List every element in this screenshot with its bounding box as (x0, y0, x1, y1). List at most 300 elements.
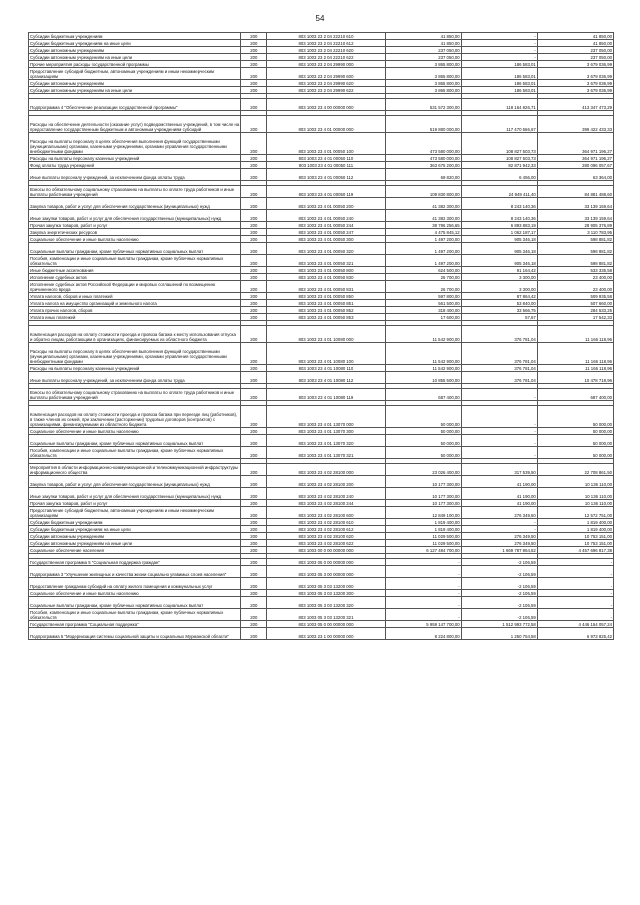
row-name: Социальное обеспечение и иные выплаты населению (29, 236, 241, 243)
row-executed-amount: - (461, 47, 537, 54)
row-executed-amount: 186 583,01 (461, 87, 537, 94)
row-remaining-amount: 84 881 488,60 (537, 186, 613, 198)
row-classification-code: 803 1003 23 4 01 00050 830 (267, 274, 385, 281)
table-row (29, 526, 614, 533)
row-code: 200 (241, 314, 267, 321)
row-executed-amount: - (461, 526, 537, 533)
row-approved-amount: 3 865 800,00 (385, 80, 461, 87)
table-row (29, 87, 614, 94)
row-code: 200 (241, 243, 267, 255)
table-row (29, 389, 614, 401)
row-name: Подпрограмма 5 "Модернизация системы социальной защиты и социальных Мурманской области" (29, 628, 241, 640)
row-remaining-amount: 10 136 110,00 (537, 500, 613, 507)
row-remaining-amount: 10 753 151,00 (537, 540, 613, 547)
row-remaining-amount: 4 446 154 057,24 (537, 621, 613, 628)
row-remaining-amount: 237 050,00 (537, 47, 613, 54)
row-code: 200 (241, 80, 267, 87)
table-row (29, 590, 614, 597)
row-approved-amount: 237 050,00 (385, 54, 461, 61)
table-row (29, 533, 614, 540)
row-code: 200 (241, 533, 267, 540)
row-approved-amount: 11 542 900,00 (385, 343, 461, 365)
row-executed-amount: 33 566,75 (461, 307, 537, 314)
row-remaining-amount: 10 478 718,96 (537, 372, 613, 384)
row-remaining-amount: - (537, 590, 613, 597)
row-classification-code: 803 1003 23 2 04 29990 620 (267, 80, 385, 87)
row-code: 200 (241, 447, 267, 459)
row-code: 200 (241, 307, 267, 314)
row-classification-code: 803 1003 23 4 01 00050 851 (267, 300, 385, 307)
row-approved-amount: 4 475 845,12 (385, 229, 461, 236)
row-remaining-amount: 10 753 151,00 (537, 533, 613, 540)
row-code: 200 (241, 326, 267, 343)
row-code: 200 (241, 274, 267, 281)
row-classification-code: 803 1003 05 3 03 13200 000 (267, 578, 385, 590)
row-approved-amount: 10 177 300,00 (385, 476, 461, 488)
page-number: 54 (315, 14, 325, 23)
row-approved-amount: 318 400,00 (385, 307, 461, 314)
row-executed-amount: 1 062 187,17 (461, 229, 537, 236)
row-code: 200 (241, 169, 267, 181)
row-remaining-amount: 50 000,00 (537, 428, 613, 435)
row-code: 200 (241, 519, 267, 526)
table-row (29, 293, 614, 300)
row-name: Субсидии бюджетным учреждениям (29, 33, 241, 40)
row-approved-amount: 11 542 900,00 (385, 365, 461, 372)
row-approved-amount: 531 572 300,00 (385, 99, 461, 111)
row-remaining-amount: 598 881,82 (537, 236, 613, 243)
row-classification-code: 803 1003 23 2 04 29990 000 (267, 61, 385, 68)
row-executed-amount: 1 250 754,58 (461, 628, 537, 640)
row-executed-amount: 91 164,42 (461, 267, 537, 274)
table-row (29, 597, 614, 609)
row-approved-amount: 687 400,00 (385, 389, 461, 401)
row-executed-amount: -2 106,59 (461, 590, 537, 597)
row-remaining-amount: - (537, 597, 613, 609)
row-code: 200 (241, 343, 267, 365)
row-approved-amount: 237 050,00 (385, 47, 461, 54)
row-name: Исполнение судебных актов (29, 274, 241, 281)
row-name: Закупка товаров, работ и услуг для обеспечения государственных (муниципальных) нужд (29, 198, 241, 210)
row-classification-code: 803 1003 23 4 01 10080 112 (267, 372, 385, 384)
row-executed-amount: 57,67 (461, 314, 537, 321)
row-code: 200 (241, 500, 267, 507)
row-name: Пособия, компенсации и иные социальные выплаты гражданам, кроме публичных нормативных обязательств (29, 447, 241, 459)
row-code: 200 (241, 609, 267, 621)
table-row (29, 162, 614, 169)
table-row (29, 507, 614, 519)
row-code: 200 (241, 47, 267, 54)
row-code: 200 (241, 428, 267, 435)
row-remaining-amount: 10 136 110,00 (537, 476, 613, 488)
row-name: Иные закупки товаров, работ и услуг для обеспечения государственных (муниципальных) нужд (29, 210, 241, 222)
row-remaining-amount: 364 971 196,27 (537, 133, 613, 155)
row-name: Субсидии бюджетным учреждениям на иные цели (29, 40, 241, 47)
row-classification-code: 803 1003 23 4 01 10080 000 (267, 326, 385, 343)
row-approved-amount: 26 700,00 (385, 274, 461, 281)
row-executed-amount: 118 164 826,71 (461, 99, 537, 111)
row-classification-code: 803 1003 23 4 01 13070 320 (267, 435, 385, 447)
row-name: Расходы на выплаты персоналу казенных учреждений (29, 365, 241, 372)
row-classification-code: 803 1003 23 4 01 00050 852 (267, 307, 385, 314)
row-classification-code: 803 1003 23 2 04 22210 622 (267, 54, 385, 61)
row-classification-code: 803 1003 23 4 01 10080 100 (267, 343, 385, 365)
row-executed-amount: 186 583,01 (461, 68, 537, 80)
row-classification-code: 803 1003 05 3 03 13200 321 (267, 609, 385, 621)
row-classification-code: 803 1003 23 4 02 28100 240 (267, 488, 385, 500)
row-approved-amount: 38 786 256,65 (385, 222, 461, 229)
row-approved-amount: 69 820,00 (385, 169, 461, 181)
row-code: 200 (241, 406, 267, 428)
row-executed-amount: 117 470 566,67 (461, 116, 537, 133)
row-name: Компенсация расходов на оплату стоимости проезда и провоза багажа при переезде лиц (работников), в также членов их семей, при заключении (расторжении) трудовых договоров (контрактов) с организациями, финансируемыми из областного бюджета (29, 406, 241, 428)
row-name: Уплата налога на имущество организаций и земельного налога (29, 300, 241, 307)
row-executed-amount: 905 346,18 (461, 236, 537, 243)
row-name: Исполнение судебных актов Российской Федерации и мировых соглашений по возмещению причиненного вреда (29, 281, 241, 293)
row-remaining-amount: 687 400,00 (537, 389, 613, 401)
table-row (29, 222, 614, 229)
row-approved-amount: 23 026 400,00 (385, 464, 461, 476)
row-approved-amount: 473 580 000,00 (385, 133, 461, 155)
row-remaining-amount: 23 400,00 (537, 281, 613, 293)
row-code: 200 (241, 590, 267, 597)
row-code: 200 (241, 281, 267, 293)
row-classification-code: 803 1003 23 2 04 29990 622 (267, 87, 385, 94)
row-code: 200 (241, 68, 267, 80)
table-row (29, 406, 614, 428)
row-classification-code: 803 1003 23 4 01 00050 112 (267, 169, 385, 181)
table-row (29, 40, 614, 47)
table-row (29, 559, 614, 566)
row-executed-amount: 108 827 503,73 (461, 133, 537, 155)
row-name: Уплата налогов, сборов и иных платежей (29, 293, 241, 300)
table-row (29, 609, 614, 621)
row-code: 200 (241, 540, 267, 547)
row-code: 200 (241, 566, 267, 578)
row-executed-amount: - (461, 406, 537, 428)
row-remaining-amount: 28 905 376,89 (537, 222, 613, 229)
table-row (29, 133, 614, 155)
row-classification-code: 803 1003 23 4 01 00050 853 (267, 314, 385, 321)
row-executed-amount: 276 349,50 (461, 507, 537, 519)
row-name: Субсидии автономным учреждениям (29, 80, 241, 87)
row-name: Подпрограмма 4 "Обеспечение реализации государственной программы" (29, 99, 241, 111)
row-executed-amount: -2 106,59 (461, 578, 537, 590)
table-row (29, 186, 614, 198)
row-code: 200 (241, 526, 267, 533)
row-approved-amount: 473 580 000,00 (385, 155, 461, 162)
row-classification-code: 803 1003 23 4 01 00050 119 (267, 186, 385, 198)
table-row (29, 80, 614, 87)
row-classification-code: 803 1003 23 4 01 13070 000 (267, 406, 385, 428)
table-row (29, 210, 614, 222)
row-approved-amount: 11 542 900,00 (385, 326, 461, 343)
row-classification-code: 803 1003 23 4 01 00050 200 (267, 198, 385, 210)
row-approved-amount: 624 500,00 (385, 267, 461, 274)
table-row (29, 68, 614, 80)
row-name: Прочая закупка товаров, работ и услуг (29, 500, 241, 507)
row-name: Уплата прочих налогов, сборов (29, 307, 241, 314)
row-approved-amount: - (385, 578, 461, 590)
table-row (29, 476, 614, 488)
table-row (29, 169, 614, 181)
table-row (29, 326, 614, 343)
row-code: 200 (241, 621, 267, 628)
row-code: 200 (241, 222, 267, 229)
table-row (29, 274, 614, 281)
row-remaining-amount: 11 166 118,96 (537, 343, 613, 365)
row-name: Иные бюджетные ассигнования (29, 267, 241, 274)
row-approved-amount: 50 000,00 (385, 435, 461, 447)
row-name: Субсидии автономным учреждениям на иные цели (29, 540, 241, 547)
table-row (29, 61, 614, 68)
row-approved-amount: - (385, 609, 461, 621)
row-remaining-amount: 284 533,25 (537, 307, 613, 314)
row-remaining-amount: 3 110 783,95 (537, 229, 613, 236)
row-executed-amount: -2 106,59 (461, 566, 537, 578)
row-name: Закупка товаров, работ и услуг для обеспечения государственных (муниципальных) нужд (29, 476, 241, 488)
row-name: Прочая закупка товаров, работ и услуг (29, 222, 241, 229)
row-classification-code: 803 1003 23 2 04 22210 612 (267, 40, 385, 47)
row-executed-amount: - (461, 33, 537, 40)
row-code: 200 (241, 389, 267, 401)
row-approved-amount: 6 127 484 700,00 (385, 547, 461, 554)
row-executed-amount: 276 349,50 (461, 533, 537, 540)
row-remaining-amount: 1 819 400,00 (537, 526, 613, 533)
row-classification-code: 803 1003 23 4 02 28100 612 (267, 526, 385, 533)
table-row (29, 365, 614, 372)
row-approved-amount: 17 600,00 (385, 314, 461, 321)
row-approved-amount: 10 177 300,00 (385, 488, 461, 500)
row-classification-code: 803 1003 23 4 01 00050 244 (267, 222, 385, 229)
row-name: Субсидии автономным учреждениям (29, 533, 241, 540)
row-executed-amount: 186 583,01 (461, 80, 537, 87)
table-row (29, 47, 614, 54)
row-executed-amount: - (461, 435, 537, 447)
row-executed-amount: 24 949 411,40 (461, 186, 537, 198)
row-code: 200 (241, 229, 267, 236)
row-remaining-amount: 41 850,00 (537, 33, 613, 40)
row-classification-code: 803 1003 23 4 01 00050 850 (267, 293, 385, 300)
table-row (29, 500, 614, 507)
table-row (29, 281, 614, 293)
row-executed-amount: 376 781,04 (461, 365, 537, 372)
row-approved-amount: 26 700,00 (385, 281, 461, 293)
row-executed-amount: - (461, 519, 537, 526)
row-executed-amount: 87 864,42 (461, 293, 537, 300)
row-classification-code: 803 1003 23 4 02 28100 200 (267, 476, 385, 488)
row-code: 200 (241, 155, 267, 162)
row-executed-amount: - (461, 389, 537, 401)
row-classification-code: 803 1003 23 4 02 28100 600 (267, 507, 385, 519)
table-row (29, 464, 614, 476)
row-name: Иные выплаты персоналу учреждений, за исключением фонда оплаты труда (29, 169, 241, 181)
row-classification-code: 803 1003 23 2 04 22210 620 (267, 47, 385, 54)
row-code: 200 (241, 255, 267, 267)
row-name: Предоставление субсидий бюджетным, автономным учреждениям и иным некоммерческим организациям (29, 68, 241, 80)
row-remaining-amount: 598 881,82 (537, 243, 613, 255)
row-code: 200 (241, 162, 267, 169)
table-row (29, 243, 614, 255)
row-remaining-amount: 6 973 825,42 (537, 628, 613, 640)
row-remaining-amount: 10 136 110,00 (537, 488, 613, 500)
row-name: Социальное обеспечение населения (29, 547, 241, 554)
row-remaining-amount: 1 819 400,00 (537, 519, 613, 526)
row-executed-amount: - (461, 428, 537, 435)
row-remaining-amount: 50 000,00 (537, 447, 613, 459)
row-executed-amount: 376 781,04 (461, 372, 537, 384)
row-executed-amount: - (461, 40, 537, 47)
table-row (29, 54, 614, 61)
row-name: Расходы на выплаты персоналу в целях обеспечения выполнения функций государственными (муниципальными) органами, казенными учреждениями, органами управления государственными внебюджетными фондами (29, 133, 241, 155)
table-row (29, 540, 614, 547)
row-name: Социальное обеспечение и иные выплаты населению (29, 590, 241, 597)
row-name: Иные закупки товаров, работ и услуг для обеспечения государственных (муниципальных) нужд (29, 488, 241, 500)
row-executed-amount: 376 781,04 (461, 343, 537, 365)
row-approved-amount: 41 382 300,00 (385, 198, 461, 210)
row-classification-code: 803 1003 05 0 00 00000 000 (267, 621, 385, 628)
row-code: 200 (241, 198, 267, 210)
row-classification-code: 803 1003 23 1 00 00000 000 (267, 628, 385, 640)
row-remaining-amount: 280 096 057,67 (537, 162, 613, 169)
row-code: 200 (241, 293, 267, 300)
table-row (29, 435, 614, 447)
row-name: Расходы на выплаты персоналу казенных учреждений (29, 155, 241, 162)
row-code: 200 (241, 547, 267, 554)
table-row (29, 428, 614, 435)
row-approved-amount: 1 819 400,00 (385, 519, 461, 526)
row-approved-amount: 41 382 300,00 (385, 210, 461, 222)
row-name: Государственная программа "Социальная поддержка" (29, 621, 241, 628)
row-name: Мероприятия в области информационно-коммуникационной и телекоммуникационной инфраструктуры информационного общества (29, 464, 241, 476)
row-name: Компенсация расходов на оплату стоимости проезда и провоза багажа к месту использования отпуска и обратно лицам, работающим в организациях, финансируемых из областного бюджета (29, 326, 241, 343)
row-remaining-amount: 50 000,00 (537, 406, 613, 428)
row-approved-amount: 5 959 147 700,00 (385, 621, 461, 628)
row-approved-amount: 11 029 500,00 (385, 533, 461, 540)
row-remaining-amount: 11 166 118,96 (537, 365, 613, 372)
row-remaining-amount: 399 422 433,33 (537, 116, 613, 133)
row-approved-amount: 50 000,00 (385, 428, 461, 435)
row-remaining-amount: 33 139 159,64 (537, 210, 613, 222)
row-executed-amount: 41 190,00 (461, 476, 537, 488)
row-classification-code: 803 1003 23 4 01 13070 300 (267, 428, 385, 435)
row-executed-amount: 8 243 140,36 (461, 198, 537, 210)
row-executed-amount: 3 300,00 (461, 274, 537, 281)
row-classification-code: 803 1003 23 2 04 29990 600 (267, 68, 385, 80)
table-row (29, 236, 614, 243)
row-code: 200 (241, 488, 267, 500)
table-row (29, 628, 614, 640)
row-name: Прочие мероприятия расходы государственной программы (29, 61, 241, 68)
table-row (29, 198, 614, 210)
row-name: Иные выплаты персоналу учреждений, за исключением фонда оплаты труда (29, 372, 241, 384)
row-classification-code: 803 1003 00 0 00 00000 000 (267, 547, 385, 554)
row-name: Взносы по обязательному социальному страхованию на выплаты по оплате труда работников и иные выплаты работникам учреждений (29, 186, 241, 198)
row-remaining-amount: 33 139 159,64 (537, 198, 613, 210)
row-name: Уплата иных платежей (29, 314, 241, 321)
row-code: 200 (241, 87, 267, 94)
row-approved-amount: 519 880 000,00 (385, 116, 461, 133)
row-code: 200 (241, 33, 267, 40)
row-executed-amount: 8 243 140,36 (461, 210, 537, 222)
row-remaining-amount: 3 679 036,99 (537, 80, 613, 87)
row-classification-code: 803 1003 23 4 01 00050 800 (267, 267, 385, 274)
row-remaining-amount: 237 050,00 (537, 54, 613, 61)
row-remaining-amount: 17 542,33 (537, 314, 613, 321)
row-code: 200 (241, 507, 267, 519)
row-executed-amount: - (461, 54, 537, 61)
row-name: Социальные выплаты гражданам, кроме публичных нормативных социальных выплат (29, 243, 241, 255)
row-executed-amount: 108 827 503,73 (461, 155, 537, 162)
row-approved-amount: 10 855 500,00 (385, 372, 461, 384)
row-approved-amount: 3 865 800,00 (385, 68, 461, 80)
row-classification-code: 803 1003 23 4 01 00050 320 (267, 243, 385, 255)
row-classification-code: 803 1003 23 4 02 28100 620 (267, 533, 385, 540)
row-executed-amount: 1 669 787 864,52 (461, 547, 537, 554)
row-approved-amount: 41 850,00 (385, 33, 461, 40)
row-approved-amount: 561 500,00 (385, 300, 461, 307)
row-remaining-amount: 41 850,00 (537, 40, 613, 47)
budget-execution-table (28, 32, 614, 640)
row-remaining-amount: 50 000,00 (537, 435, 613, 447)
row-code: 200 (241, 61, 267, 68)
row-code: 200 (241, 628, 267, 640)
row-name: Расходы на обеспечение деятельности (оказание услуг) подведомственных учреждений, в том числе на предоставление государственным бюджетным и автономным учреждениям субсидий (29, 116, 241, 133)
table-row (29, 343, 614, 365)
row-remaining-amount: 23 400,00 (537, 274, 613, 281)
row-executed-amount: 905 346,18 (461, 255, 537, 267)
row-approved-amount: 50 000,00 (385, 406, 461, 428)
row-approved-amount: 10 177 300,00 (385, 500, 461, 507)
table-row (29, 566, 614, 578)
row-remaining-amount: 11 166 118,96 (537, 326, 613, 343)
row-executed-amount: 41 190,00 (461, 500, 537, 507)
row-remaining-amount: 63 364,00 (537, 169, 613, 181)
row-name: Субсидии автономным учреждениям на иные цели (29, 54, 241, 61)
row-approved-amount: 597 800,00 (385, 293, 461, 300)
row-executed-amount: 3 300,00 (461, 281, 537, 293)
row-classification-code: 803 1003 23 4 01 00050 111 (267, 162, 385, 169)
row-remaining-amount: 364 971 196,27 (537, 155, 613, 162)
row-executed-amount: 41 190,00 (461, 488, 537, 500)
row-name: Субсидии бюджетным учреждениям на иные цели (29, 526, 241, 533)
row-classification-code: 803 1003 05 0 00 00000 000 (267, 559, 385, 566)
row-remaining-amount: 3 679 036,99 (537, 68, 613, 80)
row-approved-amount: 1 497 200,00 (385, 255, 461, 267)
table-row (29, 99, 614, 111)
table-row (29, 547, 614, 554)
row-name: Расходы на выплаты персоналу в целях обеспечения выполнения функций государственными (муниципальными) органами, казенными учреждениями, органами управления государственными внебюджетными фондами (29, 343, 241, 365)
row-code: 200 (241, 435, 267, 447)
row-name: Субсидии автономным учреждениям на иные цели (29, 87, 241, 94)
row-executed-amount: 82 871 942,33 (461, 162, 537, 169)
row-approved-amount: 12 849 100,00 (385, 507, 461, 519)
row-executed-amount: -2 106,59 (461, 559, 537, 566)
row-remaining-amount: 22 708 861,50 (537, 464, 613, 476)
row-approved-amount: - (385, 566, 461, 578)
row-approved-amount: 1 497 200,00 (385, 236, 461, 243)
row-executed-amount: 1 512 993 772,58 (461, 621, 537, 628)
row-name: Взносы по обязательному социальному страхованию на выплаты по оплате труда работников и иные выплаты работникам учреждений (29, 389, 241, 401)
row-code: 200 (241, 133, 267, 155)
row-classification-code: 803 1003 23 4 00 00000 000 (267, 99, 385, 111)
row-remaining-amount: 507 660,00 (537, 300, 613, 307)
row-classification-code: 803 1003 23 2 04 22210 610 (267, 33, 385, 40)
table-row (29, 33, 614, 40)
row-code: 200 (241, 186, 267, 198)
row-name: Социальное обеспечение и иные выплаты населению (29, 428, 241, 435)
row-classification-code: 803 1003 23 4 02 28100 610 (267, 519, 385, 526)
